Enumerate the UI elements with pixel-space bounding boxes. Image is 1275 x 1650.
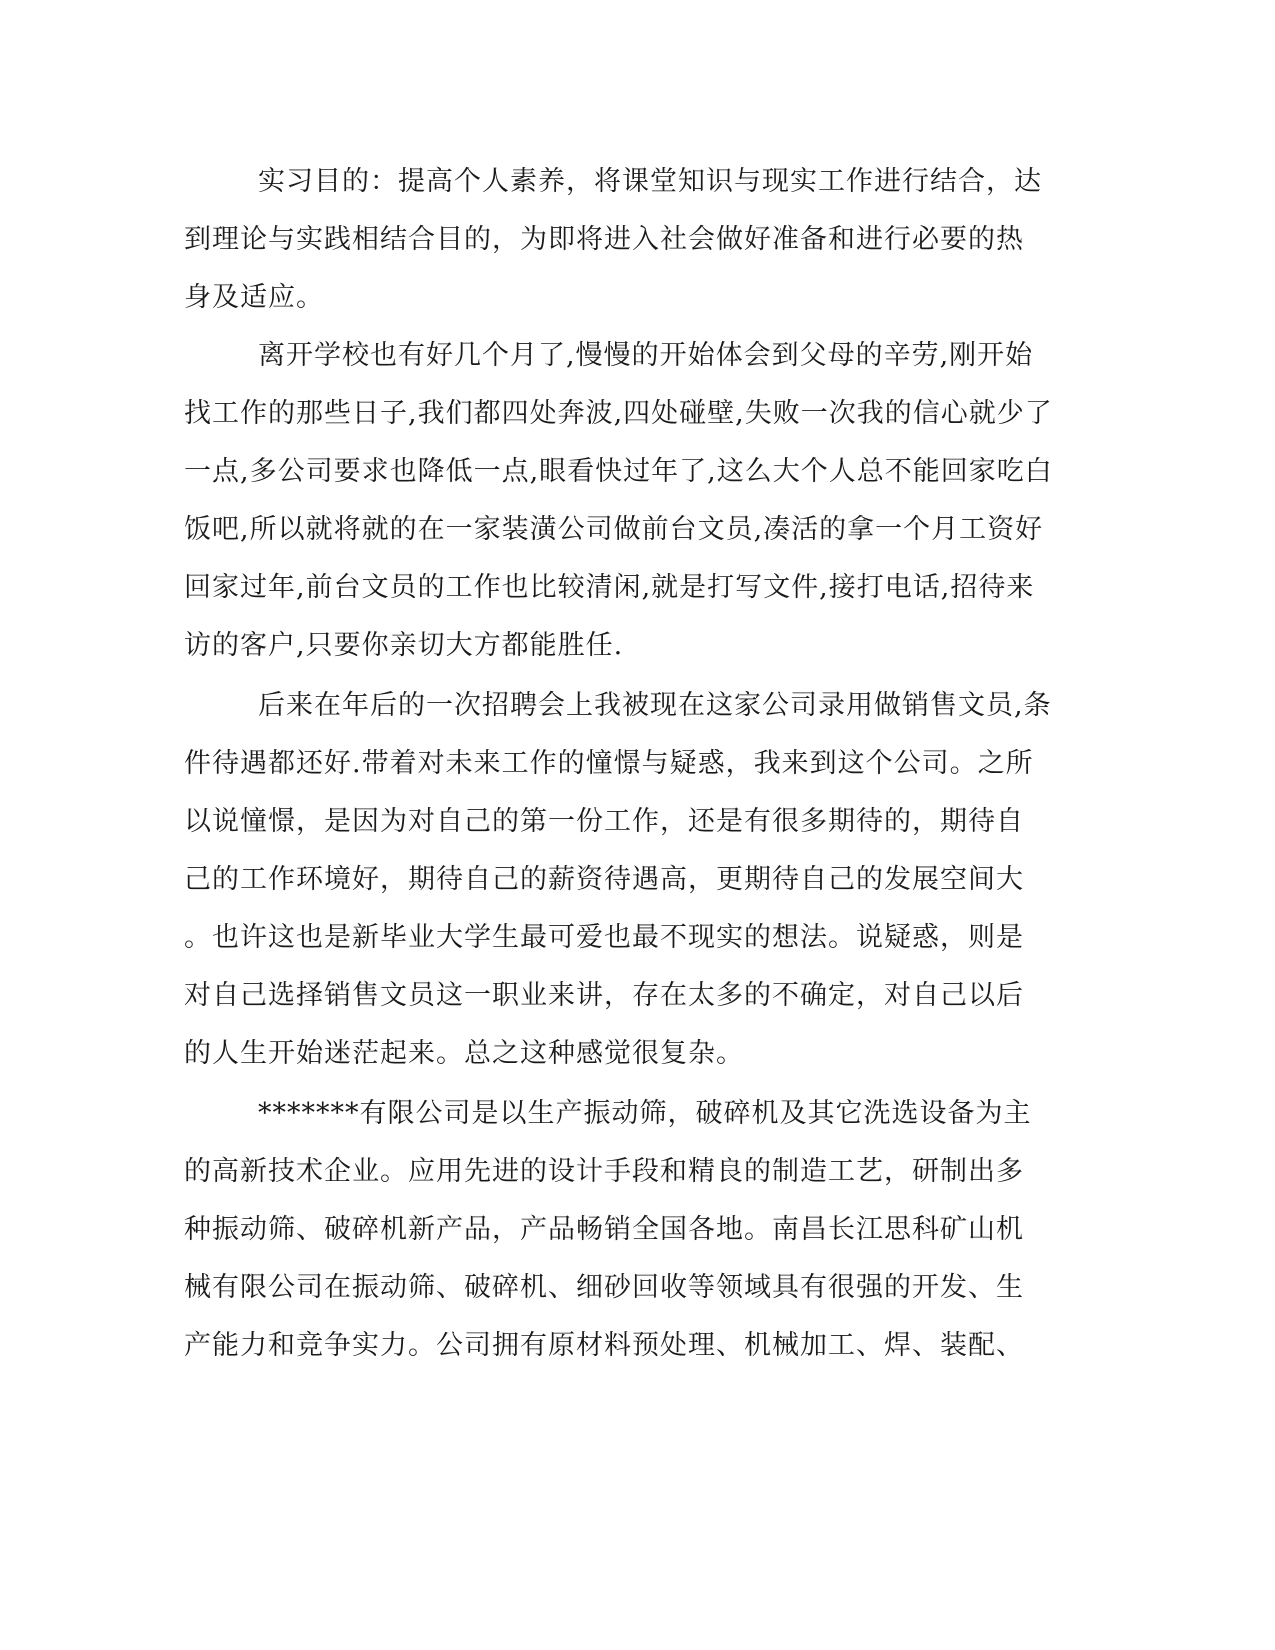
paragraph-1-line-3: 身及适应。: [184, 282, 324, 313]
paragraph-4-line-4: 械有限公司在振动筛、破碎机、细砂回收等领域具有很强的开发、生: [184, 1272, 1024, 1303]
paragraph-2-line-1: 离开学校也有好几个月了,慢慢的开始体会到父母的辛劳,刚开始: [258, 340, 1034, 371]
paragraph-1-line-2: 到理论与实践相结合目的，为即将进入社会做好准备和进行必要的热: [184, 224, 1024, 255]
paragraph-4-line-2: 的高新技术企业。应用先进的设计手段和精良的制造工艺，研制出多: [184, 1156, 1024, 1187]
paragraph-2-line-6: 访的客户,只要你亲切大方都能胜任.: [184, 630, 624, 661]
paragraph-2-line-5: 回家过年,前台文员的工作也比较清闲,就是打写文件,接打电话,招待来: [184, 572, 1035, 603]
paragraph-4-line-5: 产能力和竞争实力。公司拥有原材料预处理、机械加工、焊、装配、: [184, 1330, 1024, 1361]
paragraph-3-line-5: 。也许这也是新毕业大学生最可爱也最不现实的想法。说疑惑，则是: [184, 922, 1024, 953]
paragraph-4-line-3: 种振动筛、破碎机新产品，产品畅销全国各地。南昌长江思科矿山机: [184, 1214, 1024, 1245]
paragraph-3-line-2: 件待遇都还好.带着对未来工作的憧憬与疑惑，我来到这个公司。之所: [184, 748, 1034, 779]
paragraph-3-line-6: 对自己选择销售文员这一职业来讲，存在太多的不确定，对自己以后: [184, 980, 1024, 1011]
paragraph-4-line-1: *******有限公司是以生产振动筛，破碎机及其它洗选设备为主: [258, 1098, 1032, 1129]
paragraph-2-line-2: 找工作的那些日子,我们都四处奔波,四处碰壁,失败一次我的信心就少了: [184, 398, 1053, 429]
paragraph-3-line-3: 以说憧憬，是因为对自己的第一份工作，还是有很多期待的，期待自: [184, 806, 1024, 837]
paragraph-2-line-3: 一点,多公司要求也降低一点,眼看快过年了,这么大个人总不能回家吃白: [184, 456, 1053, 487]
paragraph-3-line-4: 己的工作环境好，期待自己的薪资待遇高，更期待自己的发展空间大: [184, 864, 1024, 895]
paragraph-3-line-7: 的人生开始迷茫起来。总之这种感觉很复杂。: [184, 1038, 744, 1069]
paragraph-1-line-1: 实习目的：提高个人素养，将课堂知识与现实工作进行结合，达: [258, 166, 1042, 197]
paragraph-2-line-4: 饭吧,所以就将就的在一家装潢公司做前台文员,凑活的拿一个月工资好: [184, 514, 1044, 545]
paragraph-3-line-1: 后来在年后的一次招聘会上我被现在这家公司录用做销售文员,条: [258, 690, 1052, 721]
